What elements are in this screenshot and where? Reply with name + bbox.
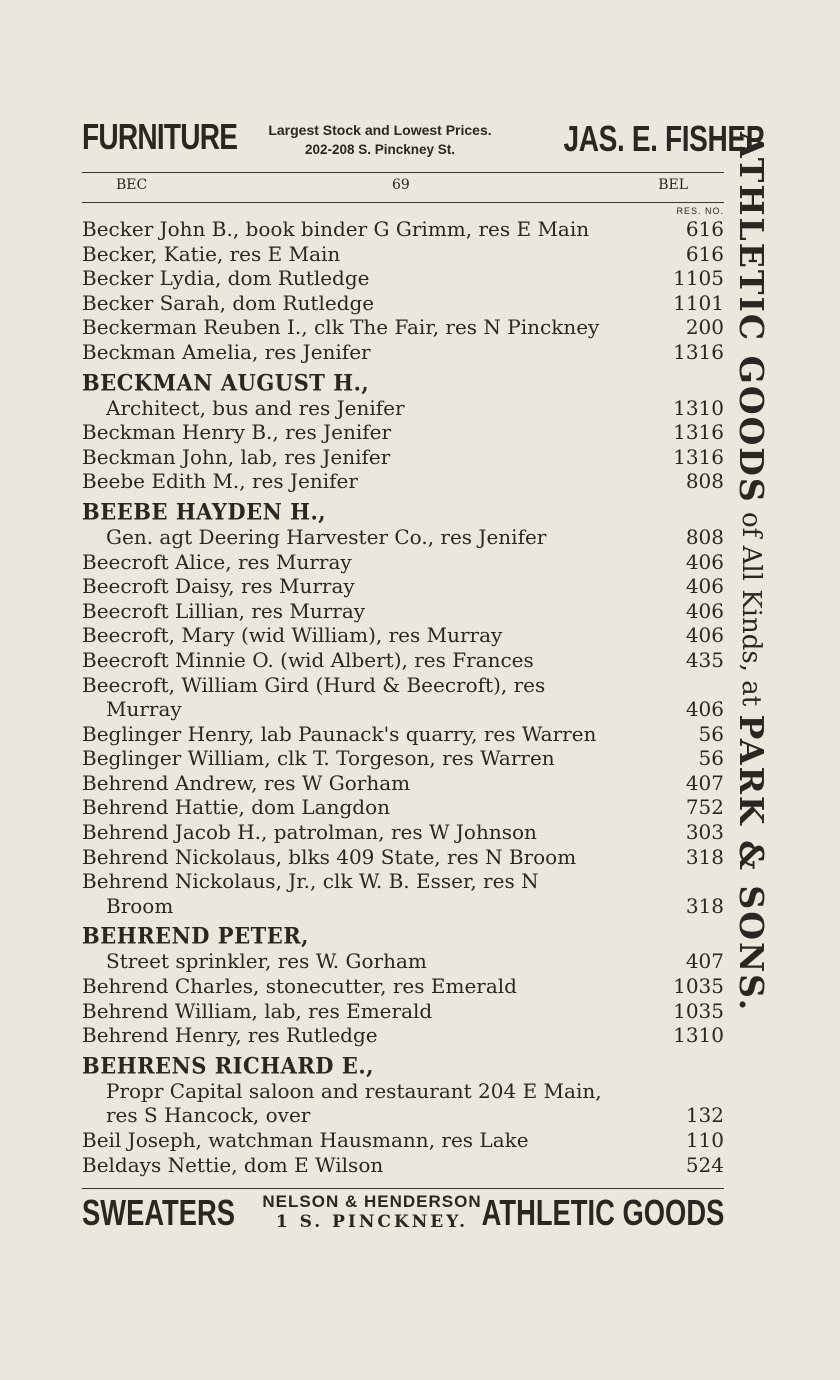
header-furniture: FURNITURE xyxy=(82,116,238,157)
entry-text: Architect, bus and res Jenifer xyxy=(106,395,405,420)
entry-text: Propr Capital saloon and restaurant 204 E Main, xyxy=(106,1078,602,1103)
entry-text: Beecroft Lillian, res Murray xyxy=(82,598,366,623)
entry-text: Beglinger William, clk T. Torgeson, res Warren xyxy=(82,746,555,771)
header-tagline-line2: 202-208 S. Pinckney St. xyxy=(304,142,456,157)
entry-text: Beckman Henry B., res Jenifer xyxy=(82,420,392,445)
residence-number: 303 xyxy=(685,820,724,845)
entry-text: Behrend Nickolaus, blks 409 State, res N Broom xyxy=(82,844,577,869)
entry-text: BEEBE HAYDEN H., xyxy=(82,498,327,525)
directory-listing xyxy=(82,217,724,1177)
entry-heading xyxy=(82,365,724,396)
entry-heading xyxy=(82,1048,724,1079)
entry-text: Beckerman Reuben I., clk The Fair, res N Pinckney xyxy=(82,315,600,340)
header-tagline-line1: Largest Stock and Lowest Prices. xyxy=(268,122,492,138)
directory-entry xyxy=(82,697,724,722)
directory-entry xyxy=(82,999,724,1024)
residence-number: 752 xyxy=(685,795,724,820)
entry-text: Beecroft Alice, res Murray xyxy=(82,549,352,574)
directory-entry xyxy=(82,315,724,340)
directory-entry xyxy=(82,396,724,421)
entry-text: BEHREND PETER, xyxy=(82,922,309,950)
entry-text: Becker, Katie, res E Main xyxy=(82,241,341,266)
page-number: 69 xyxy=(392,177,410,193)
residence-number: 406 xyxy=(685,549,724,574)
residence-number: 406 xyxy=(685,623,724,648)
entry-text: res S Hancock, over xyxy=(106,1103,311,1128)
directory-entry xyxy=(82,242,724,267)
header-merchant: JAS. E. FISHEP xyxy=(563,118,764,159)
running-head-rule xyxy=(82,202,724,203)
entry-text: Beglinger Henry, lab Paunack's quarry, res Warren xyxy=(82,721,597,746)
entry-text: Beil Joseph, watchman Hausmann, res Lake xyxy=(82,1128,529,1152)
directory-entry xyxy=(82,869,724,894)
residence-number: 1316 xyxy=(673,420,724,445)
directory-entry xyxy=(82,949,724,974)
entry-heading xyxy=(82,494,724,525)
residence-number: 616 xyxy=(685,241,724,266)
side-advert-part1: ATHLETIC GOODS xyxy=(732,132,771,504)
entry-text: Becker Sarah, dom Rutledge xyxy=(82,290,375,315)
directory-entry xyxy=(82,291,724,316)
entry-text: Street sprinkler, res W. Gorham xyxy=(106,949,427,974)
header-advert xyxy=(82,112,764,168)
residence-number: 616 xyxy=(685,217,724,241)
footer-advert xyxy=(82,1190,724,1240)
directory-entry xyxy=(82,217,724,242)
residence-number: 406 xyxy=(685,598,724,623)
entry-text: Beecroft, William Gird (Hurd & Beecroft), res xyxy=(82,672,546,697)
directory-entry xyxy=(82,525,724,550)
directory-entry xyxy=(82,795,724,820)
directory-entry xyxy=(82,469,724,494)
residence-number: 407 xyxy=(685,770,724,795)
residence-number: 1035 xyxy=(673,998,724,1023)
directory-entry xyxy=(82,266,724,291)
side-advert-part2: of All Kinds, at xyxy=(736,503,766,715)
directory-entry xyxy=(82,550,724,575)
footer-athletic-goods: ATHLETIC GOODS xyxy=(481,1192,724,1233)
header-rule xyxy=(82,172,724,173)
directory-entry xyxy=(82,894,724,919)
directory-entry xyxy=(82,648,724,673)
running-head xyxy=(82,177,724,197)
entry-text: Becker John B., book binder G Grimm, res E Main xyxy=(82,217,590,241)
entry-heading xyxy=(82,918,724,949)
residence-number: 56 xyxy=(698,721,724,746)
residence-number: 1316 xyxy=(673,339,724,364)
directory-entry xyxy=(82,673,724,698)
directory-entry xyxy=(82,340,724,365)
side-advert-part3: PARK & SONS. xyxy=(732,714,771,1013)
residence-number: 407 xyxy=(685,949,724,974)
directory-entry xyxy=(82,1153,724,1178)
directory-entry xyxy=(82,1079,724,1104)
directory-entry xyxy=(82,746,724,771)
side-advert xyxy=(732,132,771,1012)
residence-number: 808 xyxy=(685,469,724,494)
residence-number: 318 xyxy=(685,844,724,869)
residence-number: 1035 xyxy=(673,974,724,999)
directory-entry xyxy=(82,845,724,870)
residence-number: 524 xyxy=(685,1152,724,1177)
entry-text: Murray xyxy=(106,697,182,722)
entry-text: Beebe Edith M., res Jenifer xyxy=(82,469,358,494)
running-head-right: BEL xyxy=(658,177,688,193)
entry-text: Broom xyxy=(106,893,174,918)
residence-number: 1310 xyxy=(673,1023,724,1048)
entry-text: Beckman John, lab, res Jenifer xyxy=(82,444,391,469)
header-tagline xyxy=(230,120,530,160)
directory-entry xyxy=(82,1128,724,1153)
directory-entry xyxy=(82,820,724,845)
entry-text: Beecroft, Mary (wid William), res Murray xyxy=(82,623,503,648)
residence-number: 808 xyxy=(685,524,724,549)
directory-entry xyxy=(82,623,724,648)
entry-text: Behrend Nickolaus, Jr., clk W. B. Esser, res N xyxy=(82,869,539,894)
entry-text: Behrend Andrew, res W Gorham xyxy=(82,770,411,795)
residence-number: 435 xyxy=(685,647,724,672)
footer-merchant-name: NELSON & HENDERSON xyxy=(262,1192,482,1211)
entry-text: Becker Lydia, dom Rutledge xyxy=(82,266,370,291)
residence-number: 110 xyxy=(685,1128,724,1152)
directory-entry xyxy=(82,974,724,999)
directory-entry xyxy=(82,574,724,599)
entry-text: Behrend Hattie, dom Langdon xyxy=(82,795,391,820)
residence-number: 1310 xyxy=(673,395,724,420)
entry-text: Behrend Henry, res Rutledge xyxy=(82,1023,378,1048)
entry-text: Gen. agt Deering Harvester Co., res Jenifer xyxy=(106,524,547,549)
residence-number: 406 xyxy=(685,574,724,599)
entry-text: Beecroft Daisy, res Murray xyxy=(82,574,355,599)
residence-number: 1316 xyxy=(673,444,724,469)
directory-entry xyxy=(82,722,724,747)
footer-sweaters: SWEATERS xyxy=(82,1192,236,1233)
entry-text: Behrend William, lab, res Emerald xyxy=(82,998,433,1023)
directory-entry xyxy=(82,599,724,624)
residence-number: 406 xyxy=(685,697,724,722)
footer-rule xyxy=(82,1188,724,1189)
entry-text: BECKMAN AUGUST H., xyxy=(82,368,370,396)
entry-text: BEHRENS RICHARD E., xyxy=(82,1052,374,1079)
running-head-left: BEC xyxy=(116,177,148,193)
entry-text: Beldays Nettie, dom E Wilson xyxy=(82,1152,384,1177)
residence-number: 132 xyxy=(685,1103,724,1128)
res-no-label: RES. NO. xyxy=(676,206,724,216)
directory-entry xyxy=(82,1023,724,1048)
residence-number: 318 xyxy=(685,893,724,918)
directory-entry xyxy=(82,420,724,445)
directory-entry xyxy=(82,771,724,796)
footer-merchant xyxy=(222,1192,522,1232)
residence-number: 1101 xyxy=(673,290,724,315)
entry-text: Beckman Amelia, res Jenifer xyxy=(82,339,371,364)
entry-text: Behrend Jacob H., patrolman, res W Johnson xyxy=(82,820,537,845)
directory-entry xyxy=(82,445,724,470)
directory-entry xyxy=(82,1103,724,1128)
residence-number: 56 xyxy=(698,746,724,771)
entry-text: Behrend Charles, stonecutter, res Emerald xyxy=(82,974,517,999)
entry-text: Beecroft Minnie O. (wid Albert), res Frances xyxy=(82,647,534,672)
residence-number: 1105 xyxy=(673,266,724,291)
residence-number: 200 xyxy=(685,315,724,340)
footer-merchant-address: 1 S. PINCKNEY. xyxy=(275,1212,469,1232)
